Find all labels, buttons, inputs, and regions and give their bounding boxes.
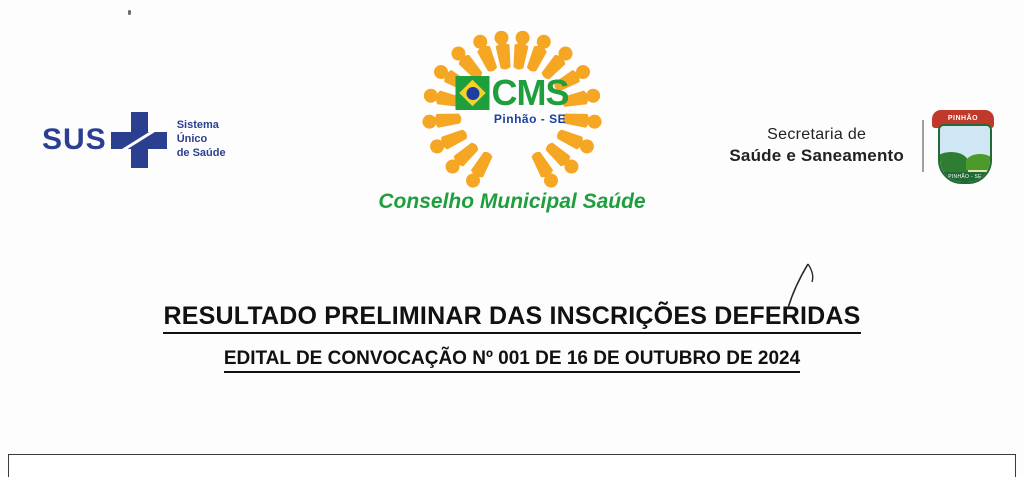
- coat-of-arms-icon: [930, 108, 996, 188]
- cms-logo: [362, 18, 662, 214]
- secretaria-block: [729, 126, 904, 166]
- cms-mark: [456, 72, 569, 127]
- secretaria-line2: Saúde e Saneamento: [729, 146, 904, 165]
- results-table-top-edge: [8, 454, 1016, 477]
- sus-subtitle-line2: Único: [176, 133, 208, 146]
- page-subtitle: EDITAL DE CONVOCAÇÃO Nº 001 DE 16 DE OUTUBRO DE 2024: [224, 348, 800, 373]
- sus-subtitle: [177, 119, 226, 160]
- sus-wordmark: SUS: [42, 123, 107, 156]
- secretaria-line1: Secretaria de: [767, 126, 867, 143]
- page-title: RESULTADO PRELIMINAR DAS INSCRIÇÕES DEFERIDAS: [163, 302, 860, 334]
- brazil-flag-icon: [456, 76, 490, 110]
- cross-icon: [111, 112, 167, 168]
- brasao-base-text: PINHÃO - SE: [948, 174, 982, 180]
- cms-acronym: CMS: [491, 72, 569, 113]
- cms-caption: Conselho Municipal Saúde: [378, 190, 646, 213]
- title-block: [0, 302, 1024, 373]
- sus-subtitle-line3: de Saúde: [176, 146, 226, 159]
- brasao-ribbon-text: PINHÃO: [947, 115, 979, 122]
- sus-subtitle-line1: Sistema: [176, 119, 219, 132]
- vertical-divider: [922, 120, 924, 172]
- sus-logo: [42, 112, 226, 168]
- cms-city: Pinhão - SE: [493, 112, 567, 127]
